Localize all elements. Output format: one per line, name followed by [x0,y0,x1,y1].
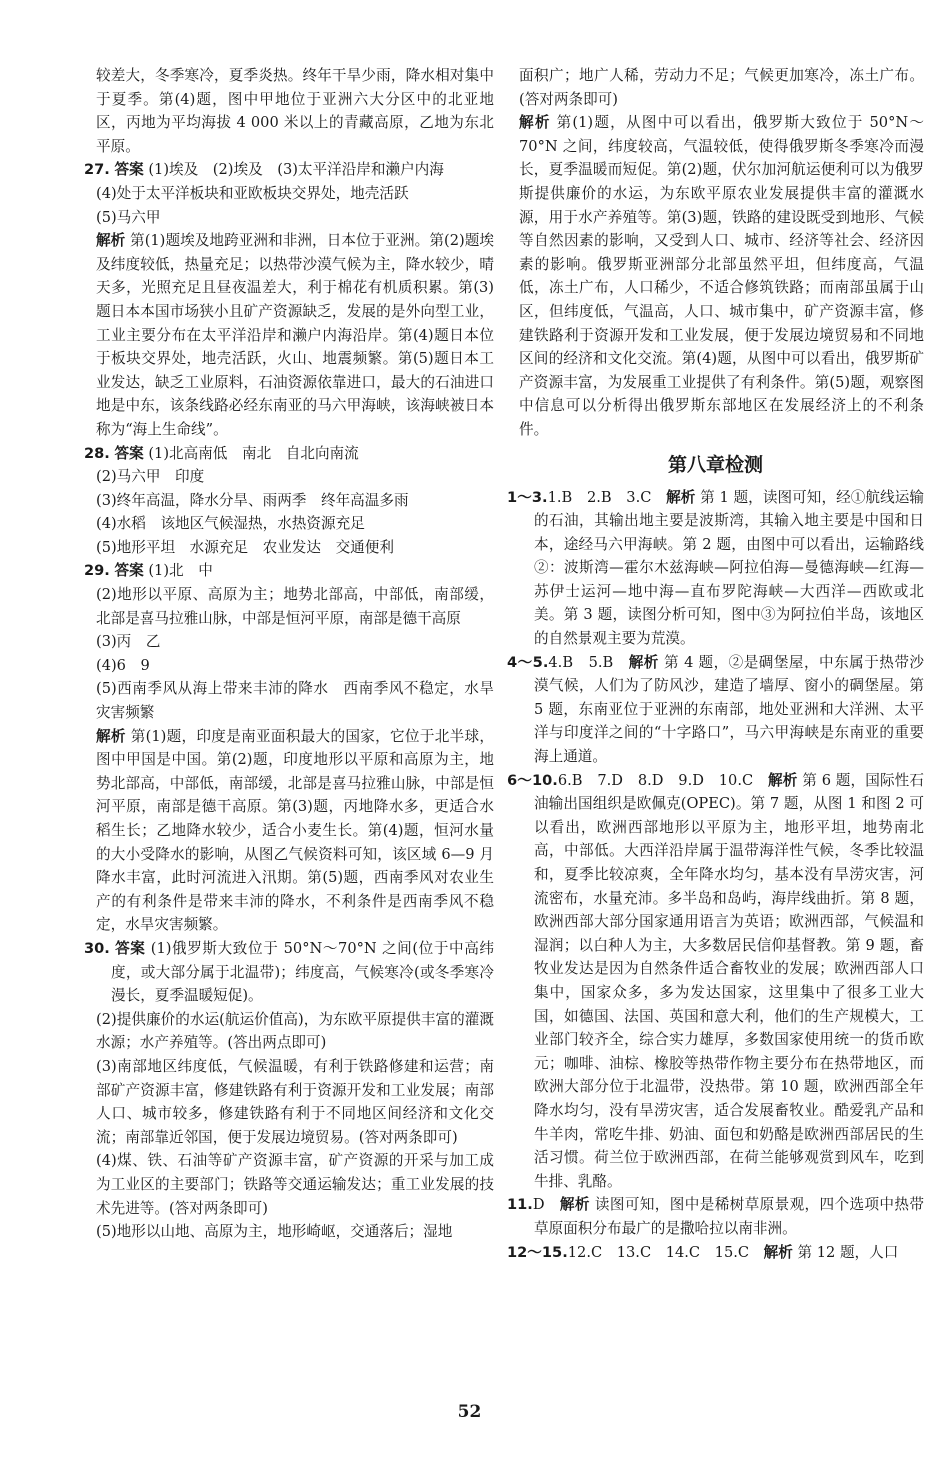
question-number: 28. [84,444,110,462]
explanation-label: 解析 [666,488,696,506]
answer-label: 答案 [115,939,146,957]
explanation-text: 第 4 题，②是碉堡屋，中东属于热带沙漠气候，人们为了防风沙，建造了墙厚、窗小的碉堡屋。第 5 题，东南亚位于亚洲的东南部，地处亚洲和大洋洲、太平洋与印度洋之间的“十字路口”，马六甲海峡是东南亚的重要海上通道。 [534,653,924,766]
answer-line: (2)地形以平原、高原为主；地势北部高，中部低，南部缓，北部是喜马拉雅山脉，中部是恒河平原，南部是德干高原 [96,586,494,627]
explanation-label: 解析 [519,114,551,132]
answers: 6.B 7.D 8.D 9.D 10.C [557,771,754,789]
answer-label: 答案 [114,444,144,462]
answer-line: (3)终年高温，降水分旱、雨两季 终年高温多雨 [96,491,409,509]
explanation-label: 解析 [96,232,126,250]
question-11 [507,1193,924,1240]
q26-explanation-continued: 较差大，冬季寒冷，夏季炎热。终年干旱少雨，降水相对集中于夏季。第(4)题，图中甲地位于亚洲六大分区中的北亚地区，丙地为平均海拔 4 000 米以上的青藏高原，乙地为东北平原。 [96,67,494,155]
answer-line: (5)地形以山地、高原为主，地形崎岖，交通落后；湿地 [96,1223,453,1241]
left-column [84,64,494,1244]
question-range: 1～3. [507,488,548,506]
answer-line: (5)马六甲 [96,208,161,226]
question-range: 4～5. [507,653,549,671]
chapter-title: 第八章检测 [667,453,763,476]
question-group-1-3 [507,486,924,651]
q30-answer-continued: 面积广；地广人稀，劳动力不足；气候更加寒冷，冻土广布。(答对两条即可) [519,67,924,108]
answer-line: (4)煤、铁、石油等矿产资源丰富，矿产资源的开采与加工成为工业区的主要部门；铁路等交通运输发达；重工业发展的技术先进等。(答对两条即可) [96,1152,494,1217]
answer-line: (5)地形平坦 水源充足 农业发达 交通便利 [96,538,394,556]
answer-line: (1)北高南低 南北 自北向南流 [148,444,359,462]
page-number: 52 [457,1402,482,1422]
explanation-label: 解析 [559,1196,590,1214]
explanation-text: 读图可知，图中是稀树草原景观，四个选项中热带草原面积分布最广的是撒哈拉以南非洲。 [534,1196,924,1237]
answer-line: (2)提供廉价的水运(航运价值高)，为东欧平原提供丰富的灌溉水源；水产养殖等。(答出两点即可) [96,1010,494,1052]
answer-line: (1)埃及 (2)埃及 (3)太平洋沿岸和濑户内海 [148,161,444,179]
answer-line: (3)丙 乙 [96,633,161,651]
question-group-4-5 [507,651,924,769]
answer-line: (4)处于太平洋板块和亚欧板块交界处，地壳活跃 [96,184,409,202]
answer-line: (1)俄罗斯大致位于 50°N～70°N 之间(位于中高纬度，或大部分属于北温带)；纬度高，气候寒冷(或冬季寒冷漫长，夏季温暖短促)。 [111,939,494,1005]
explanation-text: 第(1)题，从图中可以看出，俄罗斯大致位于 50°N～70°N 之间，纬度较高，气温较低，使得俄罗斯冬季寒冷而漫长，夏季温暖而短促。第(2)题，伏尔加河航运便利可以为俄罗斯提供廉价的水运，为东欧平原农业发展提供丰富的灌溉水源，用于水产养殖等。第(3)题，铁路的建设既受到地形、气候等自然因素的影响，又受到人口、城市、经济等社会、经济因素的影响。俄罗斯亚洲部分北部虽然平坦，但纬度高，气温低，冻土广布，人口稀少，不适合修筑铁路；而南部虽属于山区，但纬度低，气温高，人口、城市集中，矿产资源丰富，修建铁路利于资源开发和工业发展，便于发展边境贸易和不同地区间的经济和文化交流。第(4)题，从图中可以看出，俄罗斯矿产资源丰富，为发展重工业提供了有利条件。第(5)题，观察图中信息可以分析得出俄罗斯东部地区在发展经济上的不利条件。 [519,114,924,438]
question-group-12-15 [507,1241,924,1265]
explanation-text: 第 1 题，读图可知，经①航线运输的石油，其输出地主要是波斯湾，其输入地主要是中国和日本，途经马六甲海峡。第 2 题，由图中可以看出，运输路线②：波斯湾—霍尔木兹海峡—阿拉伯海—曼德海峡—红海—苏伊士运河—地中海—直布罗陀海峡—大西洋—西欧或北美。第 3 题，读图分析可知，图中③为阿拉伯半岛，该地区的自然景观主要为荒漠。 [534,488,924,648]
question-30 [84,937,494,1244]
answers: 1.B 2.B 3.C [547,488,652,506]
answers: 12.C 13.C 14.C 15.C [567,1243,750,1261]
question-range: 12～15. [507,1243,568,1261]
q30-explanation [507,111,924,441]
explanation-label: 解析 [768,771,798,789]
question-range: 6～10. [507,771,558,789]
question-group-6-10 [507,769,924,1194]
explanation-label: 解析 [628,653,659,671]
answer-line: (2)马六甲 印度 [96,468,205,486]
question-number: 30. [84,939,110,957]
question-27 [84,158,494,441]
answer-line: (5)西南季风从海上带来丰沛的降水 西南季风不稳定，水旱灾害频繁 [96,680,494,722]
answers: 4.B 5.B [548,653,614,671]
question-28 [84,442,494,560]
answer-label: 答案 [114,562,144,580]
answers: D [532,1196,545,1214]
answer-line: (4)水稻 该地区气候湿热，水热资源充足 [96,515,365,533]
explanation [84,229,494,441]
explanation-text: 第(1)题埃及地跨亚洲和非洲，日本位于亚洲。第(2)题埃及纬度较低，热量充足；以热带沙漠气候为主，降水较少，晴天多，光照充足且昼夜温差大，利于棉花有机质积累。第(3)题日本本国市场狭小且矿产资源缺乏，发展的是外向型工业，工业主要分布在太平洋沿岸和濑户内海沿岸。第(4)题日本位于板块交界处，地壳活跃，火山、地震频繁。第(5)题日本工业发达，缺乏工业原料，石油资源依靠进口，最大的石油进口地是中东，该条线路必经东南亚的马六甲海峡，该海峡被日本称为“海上生命线”。 [96,232,494,438]
right-column [507,64,924,1264]
explanation-label: 解析 [96,727,126,745]
answer-line: (1)北 中 [148,562,213,580]
answer-line: (4)6 9 [96,656,150,674]
answer-label: 答案 [114,161,144,179]
explanation-label: 解析 [763,1243,793,1261]
explanation-text: 第(1)题，印度是南亚面积最大的国家，它位于北半球，图中甲国是中国。第(2)题，印度地形以平原和高原为主，地势北部高，中部低，南部缓，北部是喜马拉雅山脉，中部是恒河平原，南部是德干高原。第(3)题，丙地降水多，更适合水稻生长；乙地降水较少，适合小麦生长。第(4)题，恒河水量的大小受降水的影响，从图乙气候资料可知，该区域 6—9 月降水丰富，此时河流进入汛期。第(5)题，西南季风对农业生产的有利条件是带来丰沛的降水，不利条件是西南季风不稳定，水旱灾害频繁。 [96,727,494,934]
explanation [84,725,494,937]
question-number: 29. [84,562,110,580]
question-number: 27. [84,161,110,179]
explanation-text: 第 12 题，人口 [797,1243,899,1261]
question-29 [84,559,494,937]
explanation-text: 第 6 题，国际性石油输出国组织是欧佩克(OPEC)。第 7 题，从图 1 和图 2 可以看出，欧洲西部地形以平原为主，地形平坦，地势南北高，中部低。大西洋沿岸属于温带海洋性气候，冬季比较温和，夏季比较凉爽，全年降水均匀，基本没有旱涝灾害，河流密布，水量充沛。多半岛和岛屿，海岸线曲折。第 8 题，欧洲西部大部分国家通用语言为英语；欧洲西部，气候温和湿润；以白种人为主，大多数居民信仰基督教。第 9 题，畜牧业发达是因为自然条件适合畜牧业的发展；欧洲西部人口集中，国家众多，多为发达国家，这里集中了很多工业大国，如德国、法国、英国和意大利，他们的生产规模大，工业部门较齐全，综合实力雄厚，多数国家使用统一的货币欧元；咖啡、油棕、橡胶等热带作物主要分布在热带地区，而欧洲大部分位于北温带，没热带。第 10 题，欧洲西部全年降水均匀，没有旱涝灾害，适合发展畜牧业。酷爱乳产品和牛羊肉，常吃牛排、奶油、面包和奶酪是欧洲西部居民的生活习惯。荷兰位于欧洲西部，在荷兰能够观赏到风车，吃到牛排、乳酪。 [534,771,924,1190]
question-range: 11. [507,1196,533,1214]
answer-line: (3)南部地区纬度低，气候温暖，有利于铁路修建和运营；南部矿产资源丰富，修建铁路有利于资源开发和工业发展；南部人口、城市较多，修建铁路有利于不同地区间经济和文化交流；南部靠近邻国，便于发展边境贸易。(答对两条即可) [96,1057,494,1146]
